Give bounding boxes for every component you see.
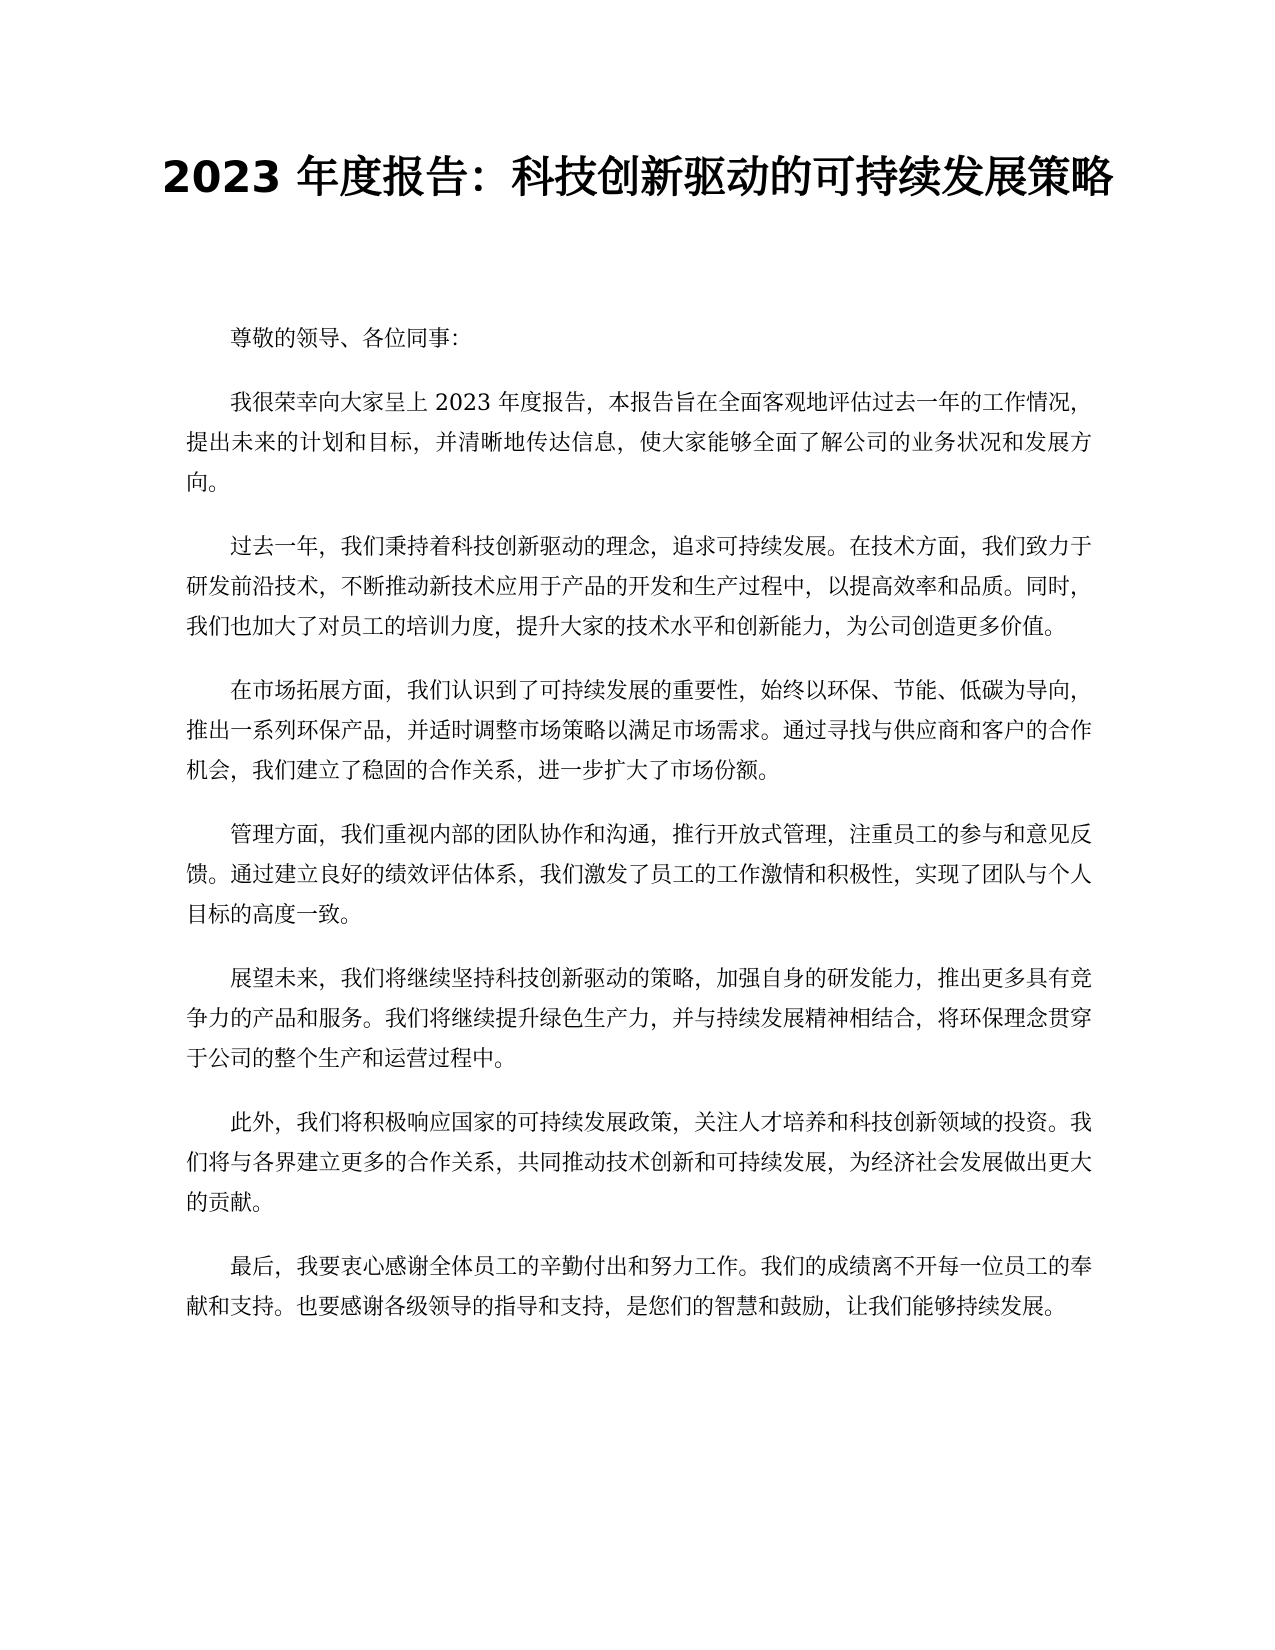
paragraph: 过去一年，我们秉持着科技创新驱动的理念，追求可持续发展。在技术方面，我们致力于研发前沿技术，不断推动新技术应用于产品的开发和生产过程中，以提高效率和品质。同时，我们也加大了对员工的培训力度，提升大家的技术水平和创新能力，为公司创造更多价值。 bbox=[186, 535, 1092, 640]
paragraph: 在市场拓展方面，我们认识到了可持续发展的重要性，始终以环保、节能、低碳为导向，推出一系列环保产品，并适时调整市场策略以满足市场需求。通过寻找与供应商和客户的合作机会，我们建立了稳固的合作关系，进一步扩大了市场份额。 bbox=[186, 679, 1092, 784]
greeting: 尊敬的领导、各位同事： bbox=[230, 327, 473, 352]
document-title: 2023 年度报告：科技创新驱动的可持续发展策略 bbox=[161, 153, 1114, 203]
document-body bbox=[186, 320, 1092, 1352]
paragraph: 我很荣幸向大家呈上 2023 年度报告，本报告旨在全面客观地评估过去一年的工作情况，提出未来的计划和目标，并清晰地传达信息，使大家能够全面了解公司的业务状况和发展方向。 bbox=[186, 391, 1092, 496]
paragraph: 管理方面，我们重视内部的团队协作和沟通，推行开放式管理，注重员工的参与和意见反馈。通过建立良好的绩效评估体系，我们激发了员工的工作激情和积极性，实现了团队与个人目标的高度一致。 bbox=[186, 823, 1092, 928]
paragraph: 最后，我要衷心感谢全体员工的辛勤付出和努力工作。我们的成绩离不开每一位员工的奉献和支持。也要感谢各级领导的指导和支持，是您们的智慧和鼓励，让我们能够持续发展。 bbox=[186, 1255, 1092, 1320]
paragraph: 此外，我们将积极响应国家的可持续发展政策，关注人才培养和科技创新领域的投资。我们将与各界建立更多的合作关系，共同推动技术创新和可持续发展，为经济社会发展做出更大的贡献。 bbox=[186, 1111, 1092, 1216]
paragraph: 展望未来，我们将继续坚持科技创新驱动的策略，加强自身的研发能力，推出更多具有竞争力的产品和服务。我们将继续提升绿色生产力，并与持续发展精神相结合，将环保理念贯穿于公司的整个生产和运营过程中。 bbox=[186, 967, 1092, 1072]
